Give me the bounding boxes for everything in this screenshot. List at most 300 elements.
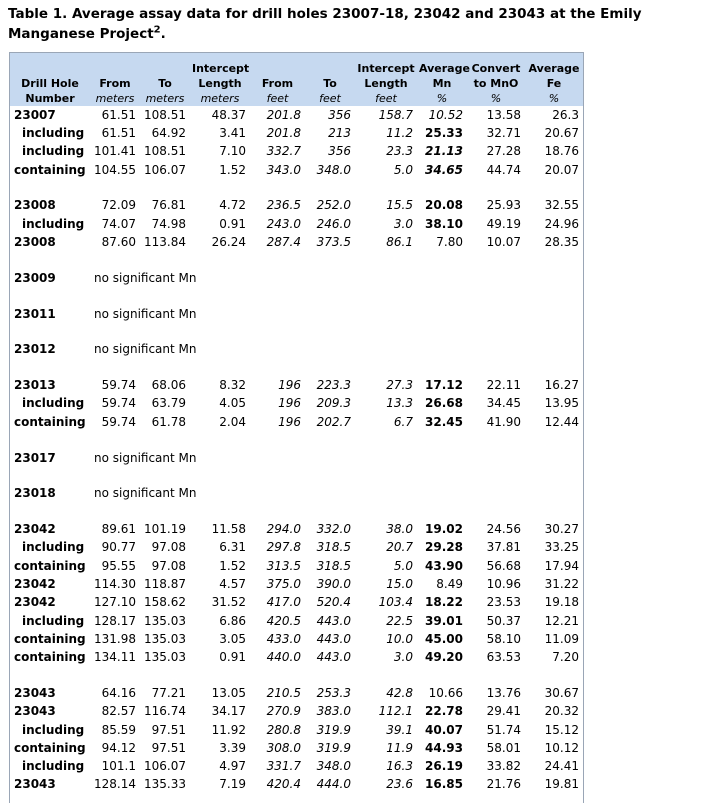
table-cell: 319.9 — [316, 740, 351, 755]
table-cell: 13.76 — [486, 685, 521, 700]
table-cell: 82.57 — [101, 704, 136, 719]
table-cell: 24.41 — [544, 759, 579, 774]
spacer-cell — [10, 431, 583, 449]
table-cell: 32.55 — [544, 198, 579, 213]
table-cell: 297.8 — [266, 540, 301, 555]
table-cell: 3.41 — [219, 125, 246, 140]
table-cell: 94.12 — [101, 740, 136, 755]
table-cell: 77.21 — [151, 685, 186, 700]
table-cell: 64.92 — [151, 125, 186, 140]
row-label: containing — [14, 162, 86, 177]
table-row — [10, 305, 583, 323]
table-row — [10, 161, 583, 179]
row-label: including — [22, 540, 85, 555]
table-cell: 135.03 — [144, 650, 186, 665]
table-row — [10, 341, 583, 359]
table-cell: 33.25 — [544, 540, 579, 555]
spacer-row — [10, 667, 583, 685]
table-cell: 76.81 — [151, 198, 186, 213]
table-cell: 3.0 — [393, 650, 413, 665]
table-row — [10, 106, 583, 124]
table-cell: 30.27 — [544, 522, 579, 537]
row-label: containing — [14, 740, 86, 755]
row-label: including — [22, 759, 85, 774]
table-row — [10, 233, 583, 251]
table-cell: 134.11 — [94, 650, 136, 665]
table-cell: 319.9 — [316, 722, 351, 737]
table-row — [10, 684, 583, 702]
table-cell: 390.0 — [316, 576, 351, 591]
table-cell: 209.3 — [316, 396, 351, 411]
header-mno: Convert to MnO — [467, 53, 525, 91]
table-cell: 74.98 — [151, 216, 186, 231]
table-cell: 90.77 — [101, 540, 136, 555]
table-cell: 20.07 — [544, 162, 579, 177]
table-cell: 202.7 — [316, 414, 351, 429]
table-cell: 520.4 — [316, 595, 351, 610]
table-row — [10, 376, 583, 394]
table-row — [10, 143, 583, 161]
table-cell: 106.07 — [144, 759, 186, 774]
row-label: 23009 — [14, 270, 56, 285]
table-cell: 23.53 — [486, 595, 521, 610]
table-cell: 22.78 — [425, 704, 463, 719]
row-note: no significant Mn — [94, 450, 197, 465]
table-cell: 29.41 — [486, 704, 521, 719]
table-cell: 440.0 — [266, 650, 301, 665]
table-cell: 223.3 — [316, 378, 351, 393]
table-cell: 158.62 — [144, 595, 186, 610]
table-cell: 1.52 — [219, 558, 246, 573]
table-cell: 56.68 — [486, 558, 521, 573]
row-label: including — [22, 613, 85, 628]
spacer-cell — [10, 503, 583, 521]
table-cell: 19.02 — [425, 522, 463, 537]
spacer-cell — [10, 359, 583, 377]
table-cell: 313.5 — [266, 558, 301, 573]
table-cell: 13.58 — [486, 107, 521, 122]
table-cell: 118.87 — [144, 576, 186, 591]
table-cell: 39.01 — [425, 613, 463, 628]
table-cell: 68.06 — [151, 378, 186, 393]
table-cell: 443.0 — [316, 613, 351, 628]
table-cell: 59.74 — [101, 378, 136, 393]
table-cell: 21.13 — [425, 144, 463, 159]
table-row — [10, 520, 583, 538]
table-cell: 85.59 — [101, 722, 136, 737]
table-cell: 32.45 — [425, 414, 463, 429]
header-intercept-ft: Intercept Length — [355, 53, 417, 91]
table-cell: 11.9 — [386, 740, 413, 755]
table-cell: 243.0 — [266, 216, 301, 231]
table-cell: 11.58 — [211, 522, 246, 537]
table-cell: 20.08 — [425, 198, 463, 213]
table-cell: 19.81 — [544, 777, 579, 792]
table-cell: 3.39 — [219, 740, 246, 755]
table-cell: 10.12 — [544, 740, 579, 755]
table-cell: 373.5 — [316, 234, 351, 249]
spacer-row — [10, 359, 583, 377]
table-cell: 443.0 — [316, 650, 351, 665]
table-cell: 37.81 — [486, 540, 521, 555]
table-cell: 103.4 — [378, 595, 413, 610]
header-from-m: From — [90, 53, 140, 91]
table-cell: 5.0 — [393, 162, 413, 177]
table-cell: 15.0 — [386, 576, 413, 591]
row-label: 23007 — [14, 107, 56, 122]
row-label: 23018 — [14, 486, 56, 501]
spacer-row — [10, 323, 583, 341]
spacer-row — [10, 431, 583, 449]
assay-table-container — [9, 52, 584, 803]
table-cell: 131.98 — [94, 631, 136, 646]
row-label: 23042 — [14, 522, 56, 537]
table-row — [10, 721, 583, 739]
table-cell: 48.37 — [211, 107, 246, 122]
table-cell: 41.90 — [486, 414, 521, 429]
table-row — [10, 776, 583, 794]
table-cell: 74.07 — [101, 216, 136, 231]
table-cell: 196 — [278, 396, 301, 411]
table-cell: 420.5 — [266, 613, 301, 628]
table-cell: 135.03 — [144, 631, 186, 646]
table-row — [10, 758, 583, 776]
row-label: 23042 — [14, 595, 56, 610]
unit-intercept-ft: feet — [355, 91, 417, 106]
table-cell: 213 — [328, 125, 351, 140]
header-to-m: To — [140, 53, 190, 91]
table-cell: 38.10 — [425, 216, 463, 231]
unit-avg-fe: % — [525, 91, 583, 106]
table-cell: 308.0 — [266, 740, 301, 755]
table-cell: 420.4 — [266, 777, 301, 792]
table-row — [10, 197, 583, 215]
table-cell: 2.04 — [219, 414, 246, 429]
table-cell: 49.19 — [486, 216, 521, 231]
table-row — [10, 557, 583, 575]
table-cell: 58.10 — [486, 631, 521, 646]
table-cell: 11.92 — [211, 722, 246, 737]
row-label: 23011 — [14, 306, 56, 321]
table-cell: 7.19 — [219, 777, 246, 792]
table-cell: 97.08 — [151, 540, 186, 555]
spacer-row — [10, 467, 583, 485]
table-cell: 101.41 — [94, 144, 136, 159]
table-cell: 17.12 — [425, 378, 463, 393]
table-cell: 49.20 — [425, 650, 463, 665]
row-label: 23013 — [14, 378, 56, 393]
spacer-cell — [10, 252, 583, 270]
table-row — [10, 594, 583, 612]
table-cell: 7.10 — [219, 144, 246, 159]
row-label: 23017 — [14, 450, 56, 465]
table-row — [10, 575, 583, 593]
row-label: 23043 — [14, 685, 56, 700]
table-cell: 50.37 — [486, 613, 521, 628]
table-cell: 12.44 — [544, 414, 579, 429]
header-to-ft: To — [305, 53, 355, 91]
table-cell: 6.7 — [393, 414, 413, 429]
row-label: including — [22, 722, 85, 737]
table-row — [10, 449, 583, 467]
table-cell: 13.95 — [544, 396, 579, 411]
table-cell: 13.3 — [386, 396, 413, 411]
table-cell: 196 — [278, 378, 301, 393]
table-cell: 443.0 — [316, 631, 351, 646]
table-cell: 201.8 — [266, 125, 301, 140]
table-cell: 31.52 — [211, 595, 246, 610]
row-label: including — [22, 144, 85, 159]
table-cell: 32.71 — [486, 125, 521, 140]
spacer-row — [10, 179, 583, 197]
table-cell: 10.52 — [428, 107, 463, 122]
table-cell: 10.96 — [486, 576, 521, 591]
table-cell: 21.76 — [486, 777, 521, 792]
table-row — [10, 612, 583, 630]
table-cell: 87.60 — [101, 234, 136, 249]
table-cell: 44.74 — [486, 162, 521, 177]
spacer-cell — [10, 467, 583, 485]
table-cell: 31.22 — [544, 576, 579, 591]
table-cell: 28.35 — [544, 234, 579, 249]
table-cell: 1.52 — [219, 162, 246, 177]
table-cell: 116.74 — [144, 704, 186, 719]
table-cell: 6.86 — [219, 613, 246, 628]
table-cell: 127.10 — [94, 595, 136, 610]
table-cell: 11.2 — [386, 125, 413, 140]
table-cell: 26.24 — [211, 234, 246, 249]
table-cell: 417.0 — [266, 595, 301, 610]
table-cell: 158.7 — [378, 107, 413, 122]
table-cell: 270.9 — [266, 704, 301, 719]
table-cell: 114.30 — [94, 576, 136, 591]
table-cell: 332.7 — [266, 144, 301, 159]
table-cell: 18.76 — [544, 144, 579, 159]
row-note: no significant Mn — [94, 342, 197, 357]
table-cell: 86.1 — [386, 234, 413, 249]
table-cell: 348.0 — [316, 162, 351, 177]
spacer-row — [10, 287, 583, 305]
table-cell: 210.5 — [266, 685, 301, 700]
table-cell: 26.19 — [425, 759, 463, 774]
table-row — [10, 539, 583, 557]
table-cell: 45.00 — [425, 631, 463, 646]
table-row — [10, 630, 583, 648]
table-cell: 8.32 — [219, 378, 246, 393]
table-cell: 108.51 — [144, 144, 186, 159]
table-cell: 17.94 — [544, 558, 579, 573]
table-cell: 7.20 — [552, 650, 579, 665]
table-cell: 4.05 — [219, 396, 246, 411]
table-cell: 38.0 — [386, 522, 413, 537]
table-cell: 135.03 — [144, 613, 186, 628]
table-row — [10, 703, 583, 721]
spacer-cell — [10, 287, 583, 305]
table-cell: 26.3 — [552, 107, 579, 122]
table-cell: 128.14 — [94, 777, 136, 792]
header-avg-fe: Average Fe — [525, 53, 583, 91]
row-label: containing — [14, 650, 86, 665]
unit-from-m: meters — [90, 91, 140, 106]
spacer-cell — [10, 323, 583, 341]
table-cell: 39.1 — [386, 722, 413, 737]
row-label: including — [22, 396, 85, 411]
row-note: no significant Mn — [94, 486, 197, 501]
row-label: containing — [14, 558, 86, 573]
spacer-cell — [10, 667, 583, 685]
table-cell: 11.09 — [544, 631, 579, 646]
table-cell: 25.33 — [425, 125, 463, 140]
table-cell: 15.12 — [544, 722, 579, 737]
row-label: containing — [14, 631, 86, 646]
table-cell: 40.07 — [425, 722, 463, 737]
table-cell: 3.0 — [393, 216, 413, 231]
table-cell: 25.93 — [486, 198, 521, 213]
table-cell: 97.51 — [151, 740, 186, 755]
table-cell: 253.3 — [316, 685, 351, 700]
table-cell: 343.0 — [266, 162, 301, 177]
table-row — [10, 485, 583, 503]
table-cell: 10.07 — [486, 234, 521, 249]
table-row — [10, 124, 583, 142]
table-cell: 63.53 — [486, 650, 521, 665]
table-cell: 13.05 — [211, 685, 246, 700]
table-cell: 22.11 — [486, 378, 521, 393]
table-cell: 348.0 — [316, 759, 351, 774]
table-cell: 106.07 — [144, 162, 186, 177]
table-cell: 23.3 — [386, 144, 413, 159]
table-cell: 128.17 — [94, 613, 136, 628]
row-label: 23042 — [14, 576, 56, 591]
row-label: 23043 — [14, 777, 56, 792]
table-cell: 34.45 — [486, 396, 521, 411]
table-cell: 0.91 — [219, 650, 246, 665]
table-cell: 104.55 — [94, 162, 136, 177]
table-cell: 44.93 — [425, 740, 463, 755]
spacer-row — [10, 252, 583, 270]
header-drill-hole: Drill Hole Number — [10, 53, 90, 106]
table-cell: 112.1 — [378, 704, 413, 719]
table-cell: 444.0 — [316, 777, 351, 792]
unit-to-ft: feet — [305, 91, 355, 106]
table-cell: 318.5 — [316, 558, 351, 573]
table-cell: 20.7 — [386, 540, 413, 555]
table-cell: 331.7 — [266, 759, 301, 774]
unit-mno: % — [467, 91, 525, 106]
table-cell: 383.0 — [316, 704, 351, 719]
table-cell: 7.80 — [436, 234, 463, 249]
table-cell: 27.28 — [486, 144, 521, 159]
row-label: 23008 — [14, 198, 56, 213]
table-cell: 196 — [278, 414, 301, 429]
table-cell: 4.97 — [219, 759, 246, 774]
table-cell: 4.57 — [219, 576, 246, 591]
table-cell: 10.66 — [428, 685, 463, 700]
table-cell: 12.21 — [544, 613, 579, 628]
table-cell: 20.67 — [544, 125, 579, 140]
table-cell: 433.0 — [266, 631, 301, 646]
table-cell: 246.0 — [316, 216, 351, 231]
header-intercept-m: Intercept Length — [190, 53, 250, 91]
table-cell: 18.22 — [425, 595, 463, 610]
table-cell: 42.8 — [386, 685, 413, 700]
table-cell: 16.3 — [386, 759, 413, 774]
table-cell: 5.0 — [393, 558, 413, 573]
table-cell: 101.19 — [144, 522, 186, 537]
table-cell: 6.31 — [219, 540, 246, 555]
table-cell: 33.82 — [486, 759, 521, 774]
table-cell: 15.5 — [386, 198, 413, 213]
table-cell: 19.18 — [544, 595, 579, 610]
table-row — [10, 269, 583, 287]
table-cell: 113.84 — [144, 234, 186, 249]
table-header — [10, 53, 583, 106]
table-cell: 0.91 — [219, 216, 246, 231]
table-cell: 30.67 — [544, 685, 579, 700]
table-cell: 8.49 — [436, 576, 463, 591]
table-cell: 58.01 — [486, 740, 521, 755]
table-row — [10, 215, 583, 233]
table-cell: 201.8 — [266, 107, 301, 122]
table-row — [10, 413, 583, 431]
table-cell: 20.32 — [544, 704, 579, 719]
row-label: including — [22, 125, 85, 140]
table-body — [10, 106, 583, 794]
table-cell: 356 — [328, 144, 351, 159]
table-cell: 294.0 — [266, 522, 301, 537]
table-cell: 23.6 — [386, 777, 413, 792]
footnote-marker: 2 — [153, 24, 161, 36]
table-cell: 61.51 — [101, 125, 136, 140]
table-cell: 22.5 — [386, 613, 413, 628]
table-cell: 332.0 — [316, 522, 351, 537]
table-cell: 16.85 — [425, 777, 463, 792]
table-cell: 236.5 — [266, 198, 301, 213]
unit-intercept-m: meters — [190, 91, 250, 106]
table-cell: 375.0 — [266, 576, 301, 591]
table-cell: 252.0 — [316, 198, 351, 213]
table-cell: 10.0 — [386, 631, 413, 646]
row-label: 23043 — [14, 704, 56, 719]
table-cell: 4.72 — [219, 198, 246, 213]
table-cell: 95.55 — [101, 558, 136, 573]
spacer-cell — [10, 179, 583, 197]
assay-table — [10, 53, 583, 794]
table-cell: 59.74 — [101, 396, 136, 411]
table-cell: 318.5 — [316, 540, 351, 555]
row-label: containing — [14, 414, 86, 429]
table-cell: 51.74 — [486, 722, 521, 737]
table-cell: 43.90 — [425, 558, 463, 573]
row-label: 23012 — [14, 342, 56, 357]
unit-to-m: meters — [140, 91, 190, 106]
header-avg-mn: Average Mn — [417, 53, 467, 91]
row-note: no significant Mn — [94, 306, 197, 321]
table-cell: 89.61 — [101, 522, 136, 537]
table-row — [10, 395, 583, 413]
table-cell: 27.3 — [386, 378, 413, 393]
table-row — [10, 649, 583, 667]
table-row — [10, 739, 583, 757]
table-cell: 97.51 — [151, 722, 186, 737]
table-cell: 34.17 — [211, 704, 246, 719]
table-title: Table 1. Average assay data for drill holes 23007-18, 23042 and 23043 at the Emily Manganese Project$^2$. — [8, 6, 642, 42]
header-from-ft: From — [250, 53, 305, 91]
table-cell: 72.09 — [101, 198, 136, 213]
spacer-row — [10, 503, 583, 521]
table-cell: 101.1 — [101, 759, 136, 774]
table-cell: 29.28 — [425, 540, 463, 555]
